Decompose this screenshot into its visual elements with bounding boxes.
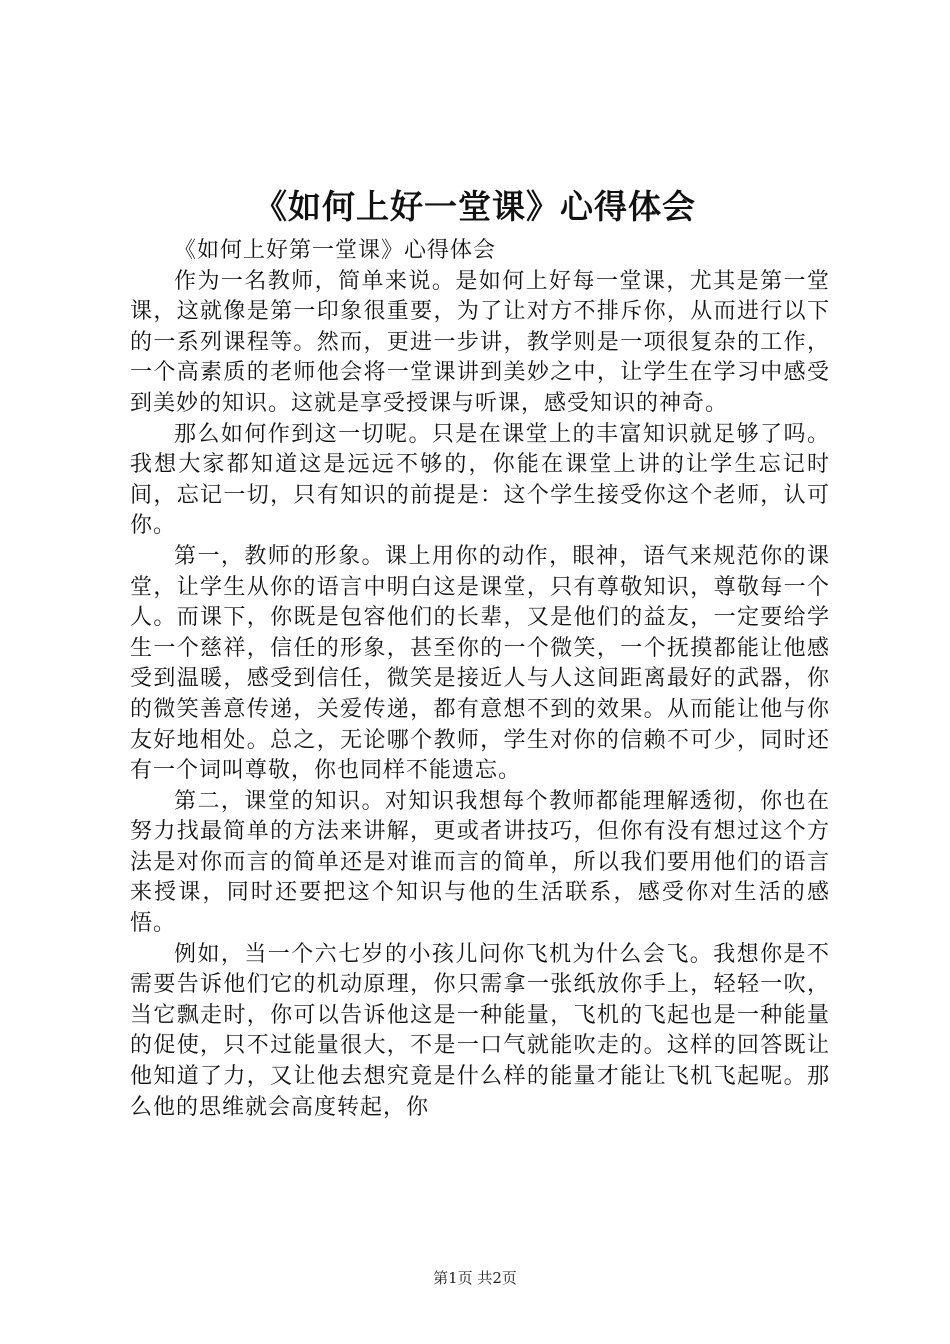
body-paragraph: 那么如何作到这一切呢。只是在课堂上的丰富知识就足够了吗。我想大家都知道这是远远不够的，你能在课堂上讲的让学生忘记时间，忘记一切，只有知识的前提是：这个学生接受你这个老师，认可你。 [130,421,830,539]
document-title: 《如何上好一堂课》心得体会 [254,187,696,226]
page-number-footer: 第1页 共2页 [433,1269,517,1287]
body-paragraph: 第一，教师的形象。课上用你的动作，眼神，语气来规范你的课堂，让学生从你的语言中明白这是课堂，只有尊敬知识，尊敬每一个人。而课下，你既是包容他们的长辈，又是他们的益友，一定要给学生一个慈祥，信任的形象，甚至你的一个微笑，一个抚摸都能让他感受到温暖，感受到信任，微笑是接近人与人这间距离最好的武器，你的微笑善意传递，关爱传递，都有意想不到的效果。从而能让他与你友好地相处。总之，无论哪个教师，学生对你的信赖不可少，同时还有一个词叫尊敬，你也同样不能遗忘。 [130,543,830,784]
body-paragraph: 例如，当一个六七岁的小孩儿问你飞机为什么会飞。我想你是不需要告诉他们它的机动原理，你只需拿一张纸放你手上，轻轻一吹，当它飘走时，你可以告诉他这是一种能量，飞机的飞起也是一种能量的促使，只不过能量很大，不是一口气就能吹走的。这样的回答既让他知道了力，又让他去想究竟是什么样的能量才能让飞机飞起呢。那么他的思维就会高度转起，你 [130,941,830,1120]
document-body [130,236,830,1123]
subtitle-paragraph: 《如何上好第一堂课》心得体会 [174,238,497,263]
body-paragraph: 作为一名教师，简单来说。是如何上好每一堂课，尤其是第一堂课，这就像是第一印象很重要，为了让对方不排斥你，从而进行以下的一系列课程等。然而，更进一步讲，教学则是一项很复杂的工作，一个高素质的老师他会将一堂课讲到美妙之中，让学生在学习中感受到美妙的知识。这就是享受授课与听课，感受知识的神奇。 [130,268,830,416]
body-paragraph: 第二，课堂的知识。对知识我想每个教师都能理解透彻，你也在努力找最简单的方法来讲解，更或者讲技巧，但你有没有想过这个方法是对你而言的简单还是对谁而言的简单，所以我们要用他们的语言来授课，同时还要把这个知识与他的生活联系，感受你对生活的感悟。 [130,788,830,937]
